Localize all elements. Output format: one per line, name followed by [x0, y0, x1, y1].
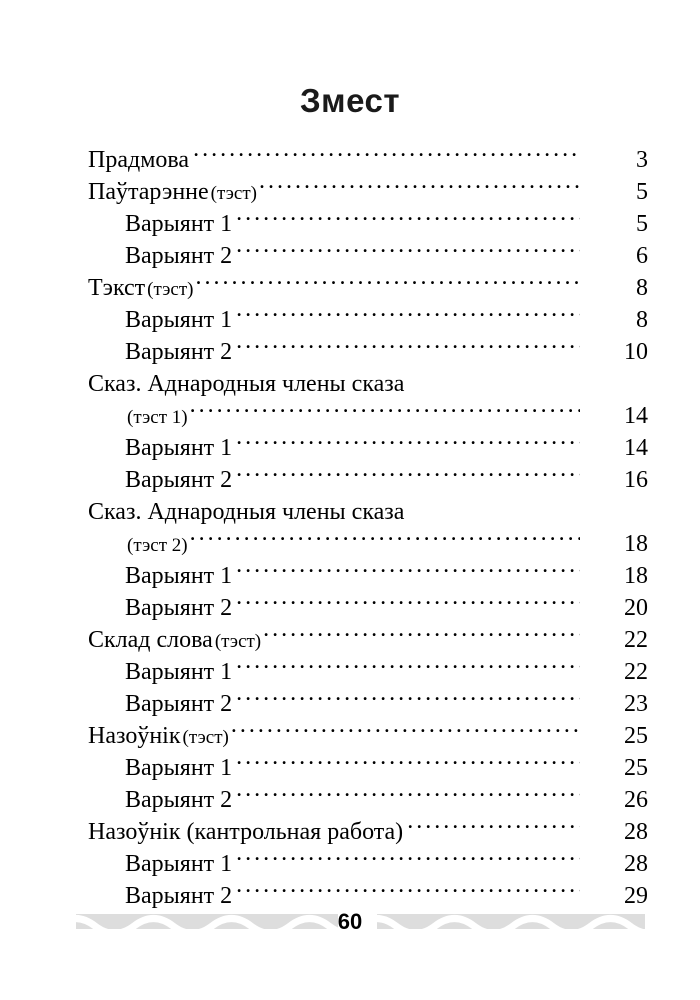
toc-entry-page: 14: [624, 403, 648, 429]
dot-leader: [236, 303, 580, 327]
dot-leader: [236, 751, 580, 775]
dot-leader: [236, 687, 580, 711]
toc-entry-page: 8: [636, 275, 648, 301]
dot-leader: [236, 847, 580, 871]
toc-entry[interactable]: [88, 463, 648, 495]
toc-entry-label: Варыянт 2: [125, 595, 233, 621]
toc-entry-qualifier: (тэст): [147, 279, 194, 300]
toc-entry-label: Тэкст: [88, 275, 146, 301]
toc-entry-label: Назоўнік: [88, 723, 181, 749]
toc-entry-page: 14: [624, 435, 648, 461]
dot-leader: [196, 271, 581, 295]
toc-entry-page: 6: [636, 243, 648, 269]
toc-entry-page: 18: [624, 563, 648, 589]
toc-entry-page: 25: [624, 755, 648, 781]
toc-entry[interactable]: [88, 271, 648, 303]
toc-entry[interactable]: [88, 623, 648, 655]
toc-entry-label: Назоўнік (кантрольная работа): [88, 819, 404, 845]
toc-entry-page: 20: [624, 595, 648, 621]
dot-leader: [236, 463, 580, 487]
toc-entry-label: Варыянт 1: [125, 755, 233, 781]
toc-entry-label: Варыянт 2: [125, 243, 233, 269]
dot-leader: [236, 655, 580, 679]
toc-entry-qualifier: (тэст): [214, 631, 262, 652]
toc-entry-label: Прадмова: [88, 147, 190, 173]
toc-entry-label: Паўтарэнне: [88, 179, 209, 205]
page-title: Змест: [299, 82, 401, 119]
dot-leader: [259, 175, 580, 199]
toc-entry-page: 26: [624, 787, 648, 813]
toc-entry-label: Варыянт 1: [125, 211, 233, 237]
dot-leader: [408, 367, 580, 391]
dot-leader: [236, 239, 580, 263]
toc-entry-page: 22: [624, 659, 648, 685]
page-number: 60: [337, 909, 363, 934]
toc-entry[interactable]: [88, 751, 648, 783]
toc-entry-label: Склад слова: [88, 627, 213, 653]
toc-entry-page: 23: [624, 691, 648, 717]
toc-entry-page: 22: [624, 627, 648, 653]
toc-entry-label: Варыянт 1: [125, 851, 233, 877]
toc-entry-qualifier: (тэст 2): [127, 535, 188, 556]
dot-leader: [236, 879, 580, 903]
toc-entry-qualifier: (тэст): [210, 183, 257, 204]
toc-entry[interactable]: [88, 559, 648, 591]
toc-entry[interactable]: [88, 879, 648, 911]
dot-leader: [407, 815, 580, 839]
toc-entry[interactable]: [88, 335, 648, 367]
toc-entry[interactable]: [88, 783, 648, 815]
dot-leader: [236, 591, 580, 615]
toc-entry[interactable]: [88, 815, 648, 847]
toc-entry-qualifier: (тэст): [182, 727, 229, 748]
toc-entry[interactable]: [88, 207, 648, 239]
toc-entry[interactable]: [88, 847, 648, 879]
toc-entry-page: 25: [624, 723, 648, 749]
dot-leader: [408, 495, 580, 519]
toc-entry[interactable]: [88, 175, 648, 207]
toc-entry-label: Варыянт 1: [125, 435, 233, 461]
toc-entry[interactable]: [88, 591, 648, 623]
toc-entry-page: 10: [624, 339, 648, 365]
dot-leader: [236, 207, 580, 231]
toc-entry-label: Варыянт 2: [125, 787, 233, 813]
dot-leader: [190, 399, 580, 423]
toc-entry[interactable]: [88, 399, 648, 431]
toc-entry-label: Варыянт 2: [125, 467, 233, 493]
toc-entry-label: Сказ. Аднародныя члены сказа: [88, 371, 405, 397]
dot-leader: [263, 623, 580, 647]
toc-entry-label: Сказ. Аднародныя члены сказа: [88, 499, 405, 525]
dot-leader: [193, 143, 580, 167]
toc-entry[interactable]: [88, 367, 648, 399]
toc-entry-label: Варыянт 2: [125, 691, 233, 717]
toc-entry[interactable]: [88, 303, 648, 335]
dot-leader: [236, 559, 580, 583]
toc-entry[interactable]: [88, 431, 648, 463]
toc-entry[interactable]: [88, 527, 648, 559]
dot-leader: [236, 335, 580, 359]
toc-entry-page: 5: [636, 179, 648, 205]
toc-entry[interactable]: [88, 687, 648, 719]
toc-entry[interactable]: [88, 239, 648, 271]
dot-leader: [236, 431, 580, 455]
toc-entry-page: 18: [624, 531, 648, 557]
dot-leader: [190, 527, 580, 551]
toc-entry-page: 5: [636, 211, 648, 237]
toc-entry-page: 29: [624, 883, 648, 909]
toc-entry-qualifier: (тэст 1): [127, 407, 188, 428]
toc-entry-page: 28: [624, 851, 648, 877]
dot-leader: [236, 783, 580, 807]
toc-entry[interactable]: [88, 143, 648, 175]
toc-entry-label: Варыянт 2: [125, 883, 233, 909]
toc-entry-page: 28: [624, 819, 648, 845]
toc-entry-page: 16: [624, 467, 648, 493]
toc-entry-label: Варыянт 1: [125, 563, 233, 589]
toc-entry-page: 8: [636, 307, 648, 333]
toc-entry-page: 3: [636, 147, 648, 173]
dot-leader: [231, 719, 580, 743]
table-of-contents: [88, 143, 648, 911]
toc-entry[interactable]: [88, 719, 648, 751]
toc-entry[interactable]: [88, 495, 648, 527]
toc-entry-label: Варыянт 2: [125, 339, 233, 365]
toc-entry-label: Варыянт 1: [125, 307, 233, 333]
toc-entry-label: Варыянт 1: [125, 659, 233, 685]
toc-entry[interactable]: [88, 655, 648, 687]
page-footer: [0, 908, 700, 948]
